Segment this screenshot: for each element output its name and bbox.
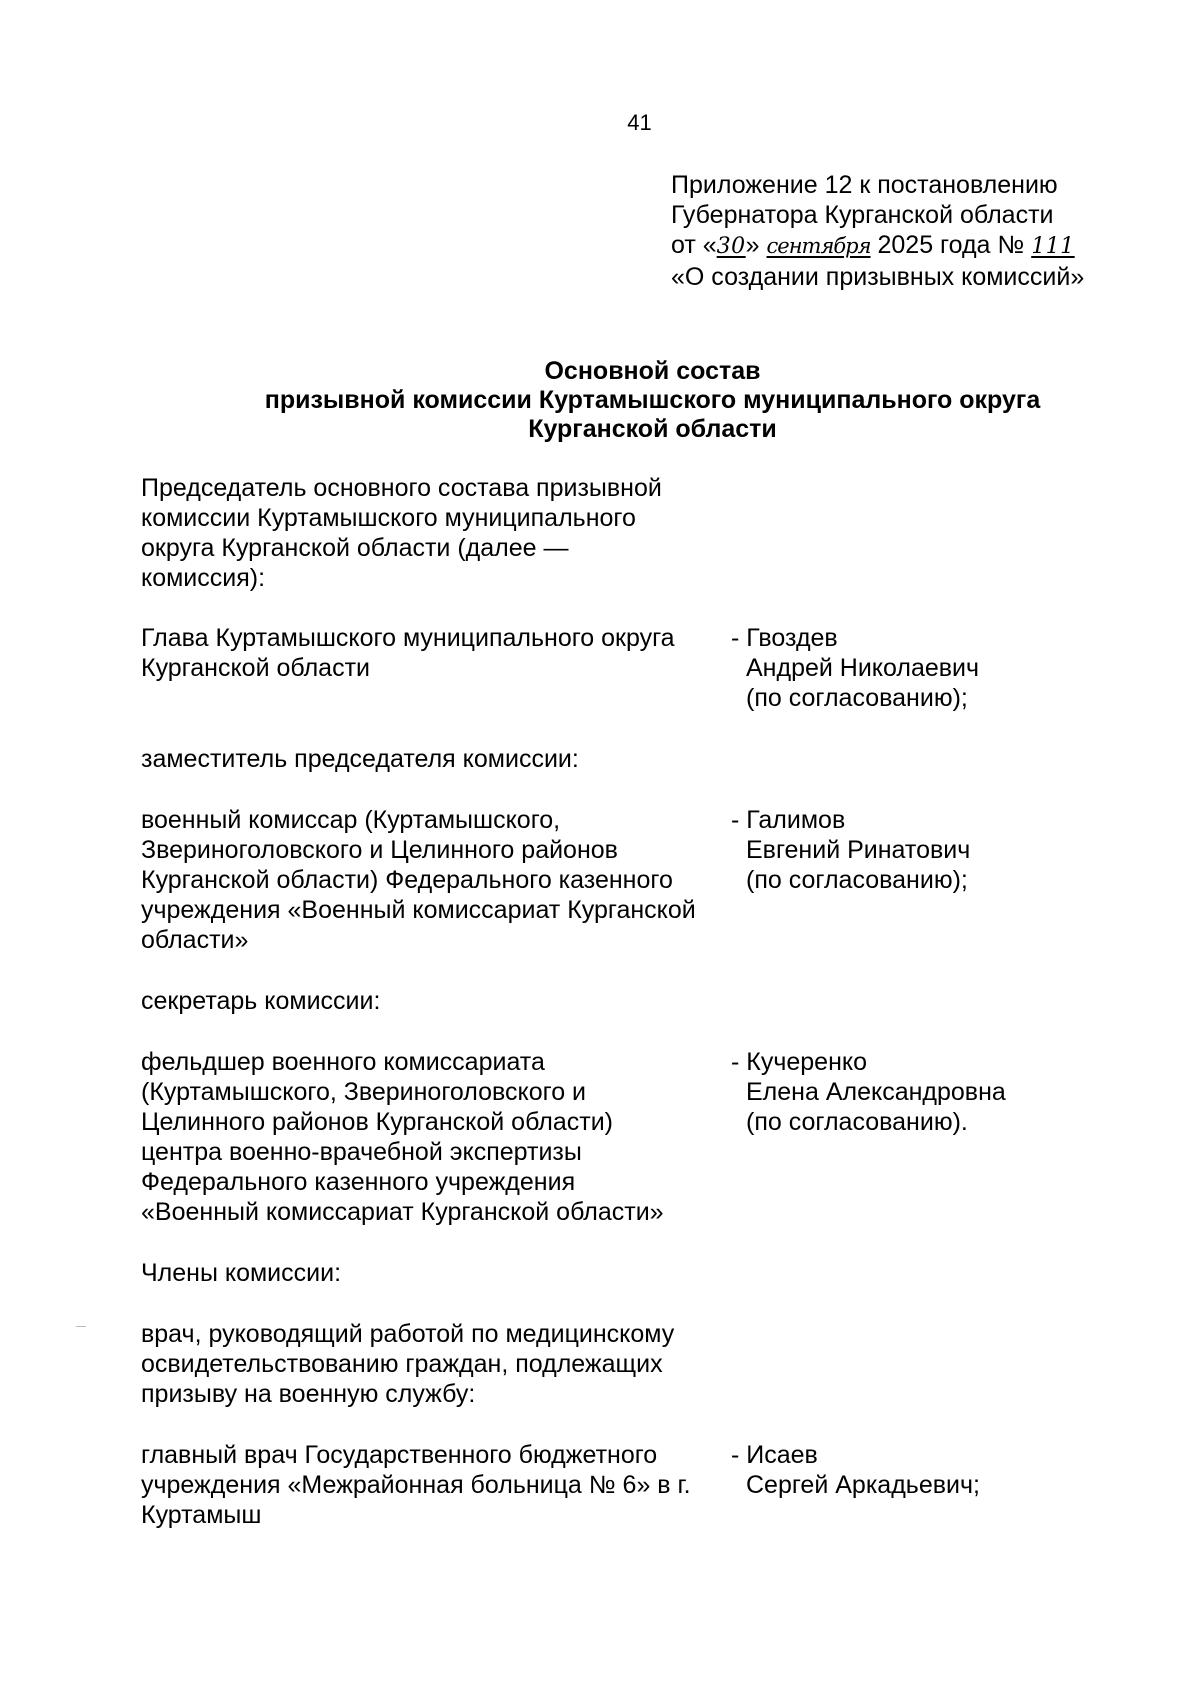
deputy-heading: заместитель председателя комиссии: xyxy=(141,745,579,773)
member-entry-chairman xyxy=(141,623,1041,713)
position-line: военный комиссар (Куртамышского, xyxy=(141,806,561,834)
appendix-line-4: «О создании призывных комиссий» xyxy=(671,263,1085,291)
chairman-heading-line: округа Курганской области (далее — xyxy=(141,534,569,562)
person-note: (по согласованию); xyxy=(746,684,968,712)
position-line: (Куртамышского, Звериноголовского и xyxy=(141,1078,587,1106)
position-line: Курганской области xyxy=(141,654,371,682)
title-line-3: Курганской области xyxy=(528,415,777,443)
member-entry-deputy xyxy=(141,805,1041,955)
position-line: «Военный комиссариат Курганской области» xyxy=(141,1198,664,1226)
appendix-line-1: Приложение 12 к постановлению xyxy=(671,171,1058,199)
appendix-date-mid: » xyxy=(745,231,760,259)
handwritten-month: сентября xyxy=(766,234,871,258)
commission-list xyxy=(141,473,1041,1530)
position-line: Курганской области) Федерального казенного xyxy=(141,866,673,894)
position-line: Федерального казенного учреждения xyxy=(141,1168,576,1196)
chairman-heading-line: Председатель основного состава призывной xyxy=(141,474,662,502)
appendix-line-2: Губернатора Курганской области xyxy=(671,201,1054,229)
person-name: Евгений Ринатович xyxy=(746,836,971,864)
chairman-heading xyxy=(141,473,1041,593)
position-line: Куртамыш xyxy=(141,1501,262,1529)
member-entry-secretary xyxy=(141,1047,1041,1227)
person-note: (по согласованию); xyxy=(746,866,968,894)
person-surname: - Исаев xyxy=(731,1441,818,1469)
person-name: Андрей Николаевич xyxy=(746,654,980,682)
page-number: 41 xyxy=(627,110,652,135)
member-position xyxy=(141,1047,723,1227)
member-person xyxy=(731,1047,1006,1227)
members-heading: Члены комиссии: xyxy=(141,1259,342,1287)
member-person xyxy=(731,1440,980,1530)
title-line-1: Основной состав xyxy=(544,357,761,385)
chairman-heading-line: комиссия): xyxy=(141,564,266,592)
position-line: учреждения «Межрайонная больница № 6» в г. xyxy=(141,1471,691,1499)
person-surname: - Галимов xyxy=(731,806,846,834)
appendix-line-3 xyxy=(671,230,1084,262)
doctor-heading-line: освидетельствованию граждан, подлежащих xyxy=(141,1350,663,1378)
doctor-heading-line: призыву на военную службу: xyxy=(141,1380,476,1408)
handwritten-number: 111 xyxy=(1031,234,1075,259)
margin-mark xyxy=(76,1326,86,1327)
position-line: учреждения «Военный комиссариат Курганской xyxy=(141,896,696,924)
chairman-heading-line: комиссии Куртамышского муниципального xyxy=(141,504,636,532)
position-line: главный врач Государственного бюджетного xyxy=(141,1441,658,1469)
position-line: фельдшер военного комиссариата xyxy=(141,1048,545,1076)
member-person xyxy=(731,805,970,955)
person-surname: - Кучеренко xyxy=(731,1048,867,1076)
appendix-year: 2025 года № xyxy=(877,231,1025,259)
position-line: Звериноголовского и Целинного районов xyxy=(141,836,618,864)
person-surname: - Гвоздев xyxy=(731,624,838,652)
document-title xyxy=(0,357,1200,444)
doctor-heading xyxy=(141,1319,1041,1409)
handwritten-day: 30 xyxy=(716,234,746,259)
appendix-date-prefix: от « xyxy=(671,231,717,259)
secretary-heading: секретарь комиссии: xyxy=(141,987,381,1015)
person-note: (по согласованию). xyxy=(746,1108,968,1136)
appendix-block xyxy=(671,170,1084,292)
position-line: области» xyxy=(141,926,249,954)
member-person xyxy=(731,623,979,713)
person-name: Сергей Аркадьевич; xyxy=(746,1471,980,1499)
position-line: центра военно-врачебной экспертизы xyxy=(141,1138,582,1166)
position-line: Глава Куртамышского муниципального округа xyxy=(141,624,675,652)
member-position xyxy=(141,623,723,713)
position-line: Целинного районов Курганской области) xyxy=(141,1108,613,1136)
member-position xyxy=(141,805,723,955)
person-name: Елена Александровна xyxy=(746,1078,1006,1106)
member-position xyxy=(141,1440,723,1530)
doctor-heading-line: врач, руководящий работой по медицинскому xyxy=(141,1320,675,1348)
title-line-2: призывной комиссии Куртамышского муниципального округа xyxy=(264,386,1041,414)
member-entry-doctor xyxy=(141,1440,1041,1530)
